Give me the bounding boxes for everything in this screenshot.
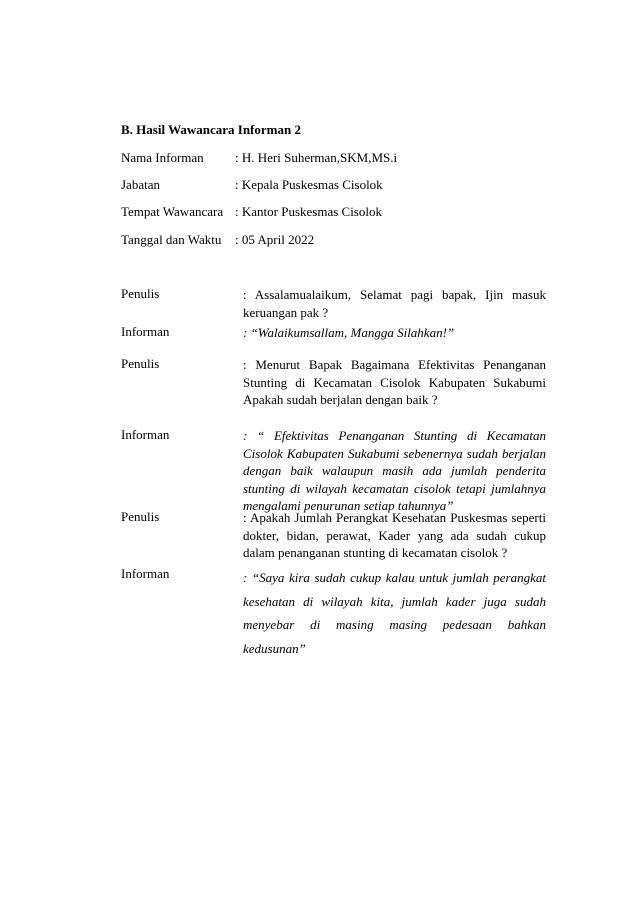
- meta-label: Tempat Wawancara: [121, 204, 224, 219]
- meta-label: Jabatan: [121, 177, 160, 192]
- dialogue-speaker: Penulis: [121, 509, 160, 524]
- dialogue-text: : Assalamualaikum, Selamat pagi bapak, Ijin masuk keruangan pak ?: [243, 287, 546, 320]
- meta-value: : Kepala Puskesmas Cisolok: [235, 177, 383, 192]
- meta-value: : H. Heri Suherman,SKM,MS.i: [235, 150, 398, 165]
- dialogue-text: : “ Efektivitas Penanganan Stunting di Kecamatan Cisolok Kabupaten Sukabumi sebenernya sudah berjalan dengan baik walaupun masih ada jumlah penderita stunting di wilayah kecamatan cisolok tetapi jumlahnya mengalami penurunan setiap tahunnya”: [243, 428, 546, 513]
- meta-label: Nama Informan: [121, 150, 204, 165]
- meta-label: Tanggal dan Waktu: [121, 232, 222, 247]
- dialogue-speaker: Penulis: [121, 356, 160, 371]
- dialogue-text: : “Walaikumsallam, Mangga Silahkan!”: [243, 325, 455, 340]
- dialogue-speaker: Informan: [121, 566, 170, 581]
- meta-value: : 05 April 2022: [235, 232, 315, 247]
- dialogue-text: : “Saya kira sudah cukup kalau untuk jumlah perangkat kesehatan di wilayah kita, jumlah kader juga sudah menyebar di masing masing pedesaan bahkan kedusunan”: [243, 570, 546, 656]
- meta-value: : Kantor Puskesmas Cisolok: [235, 204, 382, 219]
- dialogue-text: : Apakah Jumlah Perangkat Kesehatan Puskesmas seperti dokter, bidan, perawat, Kader yang ada sudah cukup dalam penanganan stunting di kecamatan cisolok ?: [243, 510, 546, 560]
- dialogue-speaker: Informan: [121, 427, 170, 442]
- dialogue-text: : Menurut Bapak Bagaimana Efektivitas Penanganan Stunting di Kecamatan Cisolok Kabupaten Sukabumi Apakah sudah berjalan dengan baik ?: [243, 357, 546, 407]
- dialogue-speaker: Informan: [121, 324, 170, 339]
- dialogue-speaker: Penulis: [121, 286, 160, 301]
- section-heading: B. Hasil Wawancara Informan 2: [121, 122, 301, 137]
